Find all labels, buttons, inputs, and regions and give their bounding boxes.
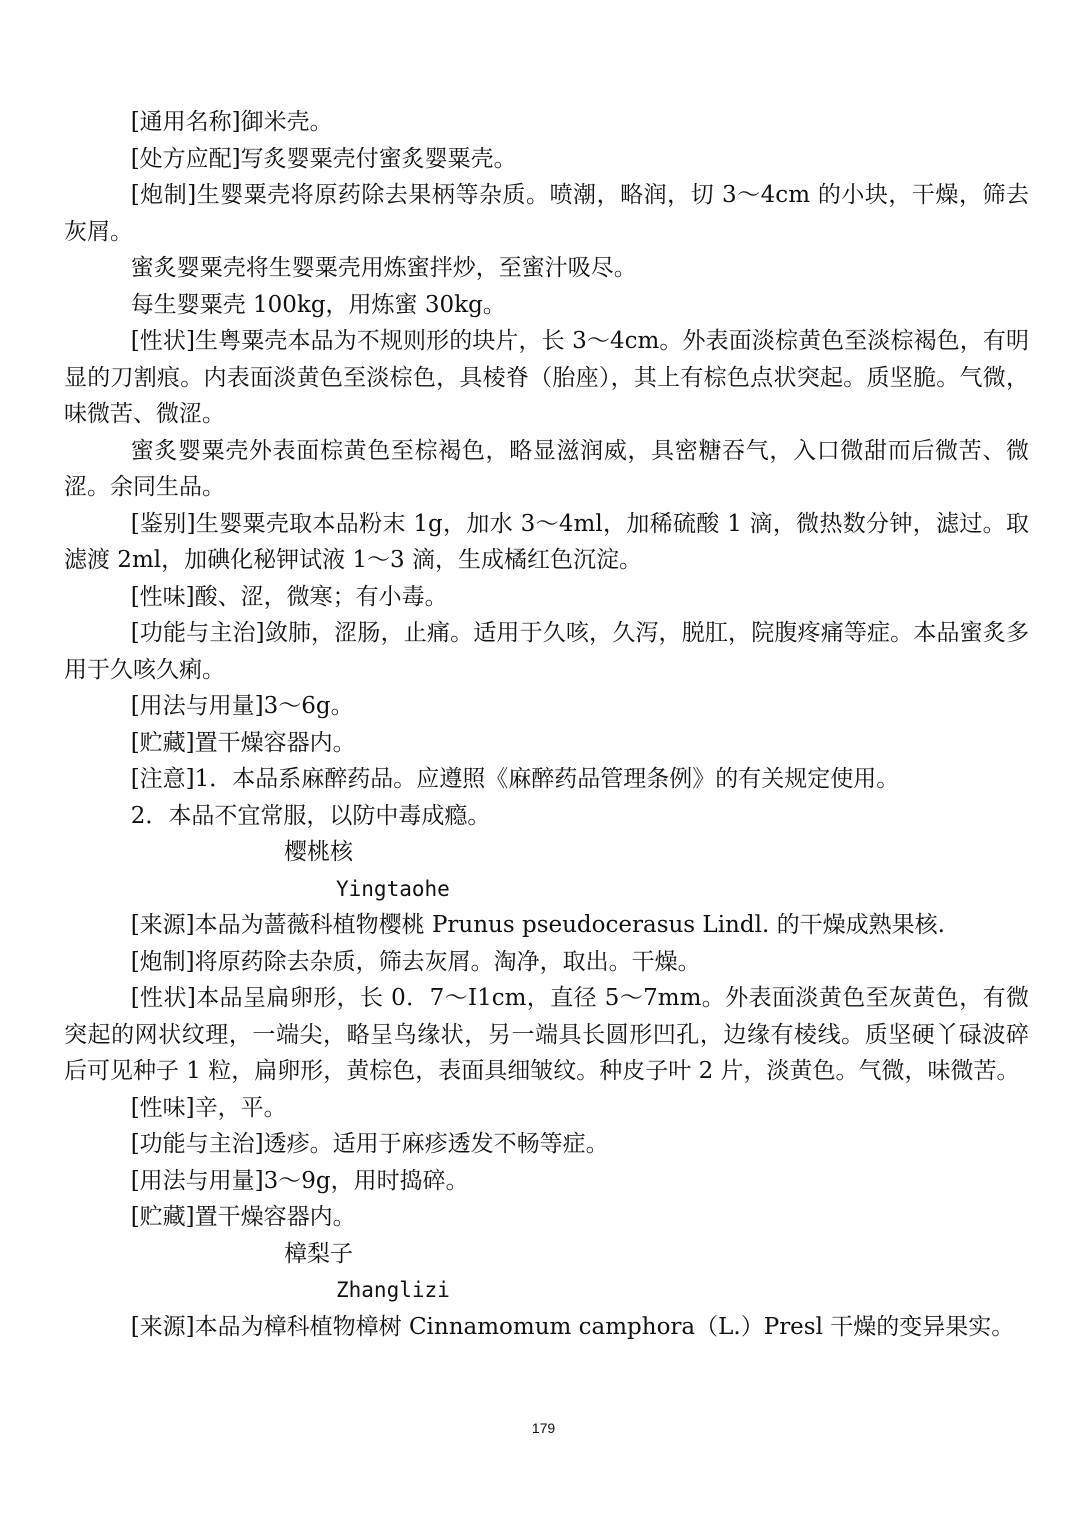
entry-title-cn: 樱桃核 bbox=[284, 839, 353, 865]
paragraph: 蜜炙婴粟壳将生婴粟壳用炼蜜拌炒，至蜜汁吸尽。 bbox=[130, 255, 637, 281]
paragraph: [注意]1．本品系麻醉药品。应遵照《麻醉药品管理条例》的有关规定使用。 bbox=[130, 766, 900, 792]
paragraph: [来源]本品为樟科植物樟树 Cinnamomum camphora（L.）Presl 干燥的变异果实。 bbox=[130, 1313, 1015, 1340]
paragraph: [性味]辛，平。 bbox=[130, 1094, 287, 1121]
paragraph: [性状]生粤粟壳本品为不规则形的块片，长 3～4cm。外表面淡棕黄色至淡棕褐色，有明显的刀割痕。内表面淡黄色至淡棕色，具棱脊（胎座），其上有棕色点状突起。质坚脆。气微，味微苦、微涩。 bbox=[64, 328, 1029, 427]
paragraph: [用法与用量]3～6g。 bbox=[130, 693, 354, 719]
entry-title-pinyin: Yingtaohe bbox=[336, 876, 450, 901]
paragraph: 蜜炙婴粟壳外表面棕黄色至棕褐色，略显滋润威，具密糖吞气，入口微甜而后微苦、微涩。余同生品。 bbox=[64, 437, 1029, 500]
paragraph: [鉴别]生婴粟壳取本品粉末 1g，加水 3～4ml，加稀硫酸 1 滴，微热数分钟，滤过。取滤渡 2ml，加碘化秘钾试液 1～3 滴，生成橘红色沉淀。 bbox=[64, 510, 1029, 573]
paragraph: [来源]本品为蔷薇科植物樱桃 Prunus pseudocerasus Lindl. 的干燥成熟果核. bbox=[130, 912, 945, 938]
paragraph: [处方应配]写炙婴粟壳付蜜炙婴粟壳。 bbox=[130, 145, 517, 172]
paragraph: [炮制]生婴粟壳将原药除去果柄等杂质。喷潮，略润，切 3～4cm 的小块，干燥，筛去灰屑。 bbox=[64, 182, 1029, 245]
page-number: 179 bbox=[531, 1420, 556, 1436]
paragraph: [贮藏]置干燥容器内。 bbox=[130, 1204, 356, 1230]
document-body bbox=[64, 104, 1029, 1345]
paragraph: 每生婴粟壳 100kg，用炼蜜 30kg。 bbox=[130, 291, 506, 318]
paragraph: [性味]酸、涩，微寒；有小毒。 bbox=[130, 583, 448, 610]
entry-title-pinyin: Zhanglizi bbox=[336, 1278, 450, 1302]
paragraph: [贮藏]置干燥容器内。 bbox=[130, 729, 356, 756]
paragraph: 2．本品不宜常服，以防中毒成瘾。 bbox=[130, 802, 491, 829]
paragraph: [性状]本品呈扁卵形，长 0．7～I1cm，直径 5～7mm。外表面淡黄色至灰黄色，有微突起的网状纹理，一端尖，略呈鸟缘状，另一端具长圆形凹孔，边缘有棱线。质坚硬丫碌波碎后可见种子 1 粒，扁卵形，黄棕色，表面具细皱纹。种皮子叶 2 片，淡黄色。气微，味微苦。 bbox=[64, 985, 1029, 1084]
paragraph: [功能与主治]透疹。适用于麻疹透发不畅等症。 bbox=[130, 1131, 609, 1157]
entry-title-cn: 樟梨子 bbox=[284, 1240, 353, 1267]
paragraph: [功能与主治]敛肺，涩肠，止痛。适用于久咳，久泻，脱肛，院腹疼痛等症。本品蜜炙多用于久咳久痢。 bbox=[64, 620, 1029, 683]
paragraph: [用法与用量]3～9g，用时捣碎。 bbox=[130, 1167, 469, 1194]
paragraph: [通用名称]御米壳。 bbox=[130, 109, 333, 135]
paragraph: [炮制]将原药除去杂质，筛去灰屑。淘净，取出。干燥。 bbox=[130, 948, 701, 975]
